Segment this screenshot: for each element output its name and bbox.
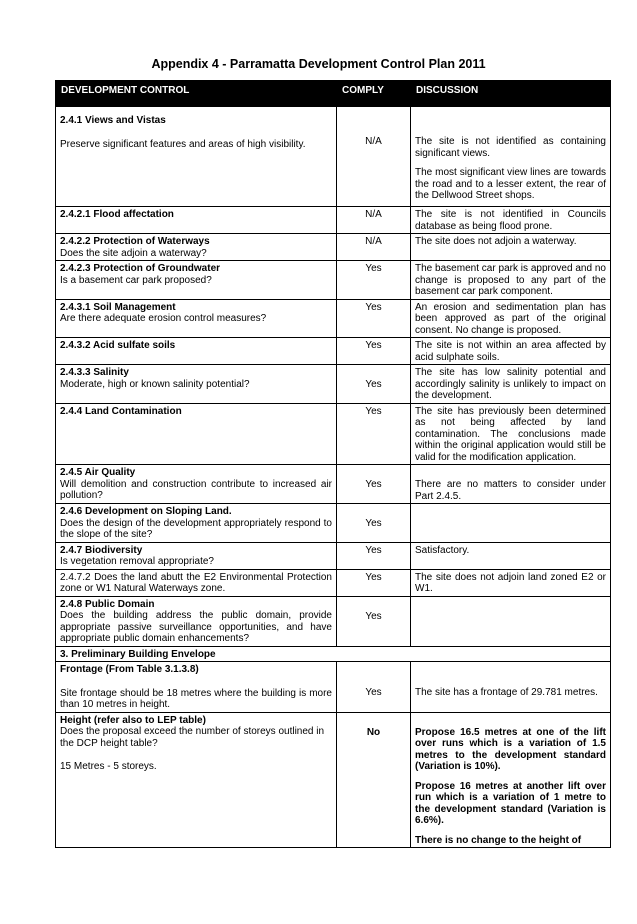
comply-value: Yes [365, 687, 382, 698]
discussion-cell: The site is not within an area affected by acid sulphate soils. [411, 338, 611, 365]
discussion-cell: The site has previously been determined as not being affected by land contamination. The conclusions made within the original application would still be valid for the modification application. [411, 403, 611, 465]
table-row [56, 542, 611, 569]
comply-value: Yes [365, 610, 382, 622]
row-heading: 2.4.5 Air Quality [60, 467, 136, 478]
comply-cell: N/A [337, 234, 411, 261]
discussion-cell: The site is not identified in Councils database as being flood prone. [411, 207, 611, 234]
header-discussion: DISCUSSION [411, 81, 611, 107]
row-heading: 2.4.3.3 Salinity [60, 367, 129, 378]
row-text: Does the proposal exceed the number of storeys outlined in the DCP height table? [60, 726, 325, 749]
row-heading: 2.4.6 Development on Sloping Land. [60, 506, 232, 517]
comply-cell [337, 662, 411, 713]
header-comply: COMPLY [337, 81, 411, 107]
comply-cell [337, 465, 411, 504]
comply-value: N/A [365, 136, 382, 147]
comply-value: Yes [365, 518, 382, 529]
header-development-control: DEVELOPMENT CONTROL [56, 81, 337, 107]
row-text: Will demolition and construction contribute to increased air pollution? [60, 478, 332, 501]
row-heading: Height (refer also to LEP table) [60, 714, 206, 726]
comply-cell: Yes [337, 338, 411, 365]
discussion-text: There is no change to the height of [415, 834, 582, 846]
discussion-cell [411, 107, 611, 207]
control-cell [56, 107, 337, 207]
comply-cell: Yes [337, 261, 411, 300]
row-text: Are there adequate erosion control measures? [60, 313, 267, 324]
discussion-cell: An erosion and sedimentation plan has been approved as part of the original consent. No change is proposed. [411, 299, 611, 338]
table-row [56, 234, 611, 261]
row-heading: 2.4.8 Public Domain [60, 598, 155, 610]
comply-value: Yes [365, 379, 382, 390]
table-row [56, 465, 611, 504]
discussion-text: The most significant view lines are towards the road and to a lesser extent, the rear of the Dellwood Street shops. [415, 167, 606, 201]
comply-cell [337, 504, 411, 543]
control-cell [56, 569, 337, 596]
discussion-text: Propose 16 metres at another lift over run which is a variation of 1 metre to the development standard (Variation is 6.6%). [415, 780, 606, 826]
comply-cell: Yes [337, 403, 411, 465]
table-row [56, 207, 611, 234]
page-title: Appendix 4 - Parramatta Development Control Plan 2011 [151, 57, 486, 71]
table-row [56, 504, 611, 543]
discussion-cell [411, 596, 611, 646]
dcp-compliance-table [55, 80, 611, 848]
row-text: Site frontage should be 18 metres where the building is more than 10 metres in height. [60, 687, 332, 710]
control-cell [56, 504, 337, 543]
row-heading: 2.4.3.1 Soil Management [60, 301, 176, 313]
section-heading: 3. Preliminary Building Envelope [60, 648, 216, 660]
control-cell [56, 365, 337, 404]
comply-cell: N/A [337, 207, 411, 234]
discussion-cell: Satisfactory. [411, 542, 611, 569]
control-cell [56, 261, 337, 300]
control-cell [56, 712, 337, 848]
row-heading: 2.4.2.1 Flood affectation [60, 209, 174, 220]
discussion-cell [411, 712, 611, 848]
table-row [56, 107, 611, 207]
discussion-cell: The site does not adjoin a waterway. [411, 234, 611, 261]
discussion-cell: The site has low salinity potential and accordingly salinity is unlikely to impact on the development. [411, 365, 611, 404]
discussion-cell [411, 504, 611, 543]
table-row [56, 261, 611, 300]
row-text: Is a basement car park proposed? [60, 274, 212, 286]
table-row [56, 646, 611, 662]
comply-cell: Yes [337, 569, 411, 596]
discussion-text: The site is not identified as containing significant views. [415, 136, 606, 159]
discussion-cell [411, 465, 611, 504]
row-text: Is vegetation removal appropriate? [60, 556, 214, 567]
comply-cell [337, 712, 411, 848]
control-cell [56, 662, 337, 713]
row-heading: 2.4.7 Biodiversity [60, 544, 143, 556]
table-row [56, 662, 611, 713]
row-text: Does the site adjoin a waterway? [60, 247, 207, 259]
row-text: Preserve significant features and areas of high visibility. [60, 138, 306, 150]
discussion-cell [411, 662, 611, 713]
discussion-cell: The site does not adjoin land zoned E2 or W1. [411, 569, 611, 596]
row-heading: Frontage (From Table 3.1.3.8) [60, 664, 199, 675]
row-text: Moderate, high or known salinity potential? [60, 378, 250, 390]
row-heading: 2.4.2.2 Protection of Waterways [60, 236, 210, 247]
control-cell [56, 403, 337, 465]
row-heading: 2.4.2.3 Protection of Groundwater [60, 263, 221, 274]
comply-cell [337, 107, 411, 207]
comply-cell: Yes [337, 299, 411, 338]
row-text: Does the building address the public domain, provide appropriate passive surveillance opportunities, and have appropriate public domain enhancements? [60, 610, 332, 644]
control-cell [56, 465, 337, 504]
table-row [56, 712, 611, 848]
table-row [56, 299, 611, 338]
section-heading-cell [56, 646, 611, 662]
row-text: Does the design of the development appropriately respond to the slope of the site? [60, 517, 332, 540]
comply-cell [337, 596, 411, 646]
table-row [56, 403, 611, 465]
control-cell [56, 207, 337, 234]
control-cell [56, 234, 337, 261]
table-row [56, 569, 611, 596]
row-text: 15 Metres - 5 storeys. [60, 761, 157, 772]
comply-value: No [366, 726, 381, 738]
table-row [56, 338, 611, 365]
row-heading: 2.4.1 Views and Vistas [60, 115, 166, 126]
discussion-cell: The basement car park is approved and no change is proposed to any part of the basement car park component. [411, 261, 611, 300]
control-cell [56, 542, 337, 569]
row-heading: 2.4.4 Land Contamination [60, 405, 182, 417]
table-header-row [56, 81, 611, 107]
table-row [56, 365, 611, 404]
control-cell [56, 338, 337, 365]
comply-value: Yes [365, 479, 382, 490]
discussion-text: The site has a frontage of 29.781 metres. [415, 687, 598, 698]
comply-cell: Yes [337, 542, 411, 569]
control-cell [56, 596, 337, 646]
row-heading: 2.4.3.2 Acid sulfate soils [60, 340, 176, 351]
discussion-text: There are no matters to consider under Part 2.4.5. [415, 479, 606, 502]
table-row [56, 596, 611, 646]
row-text: 2.4.7.2 Does the land abutt the E2 Environmental Protection zone or W1 Natural Waterways zone. [60, 571, 332, 594]
comply-cell [337, 365, 411, 404]
discussion-text: Propose 16.5 metres at one of the lift over runs which is a variation of 1.5 metres to the development standard (Variation is 10%). [415, 726, 606, 772]
control-cell [56, 299, 337, 338]
